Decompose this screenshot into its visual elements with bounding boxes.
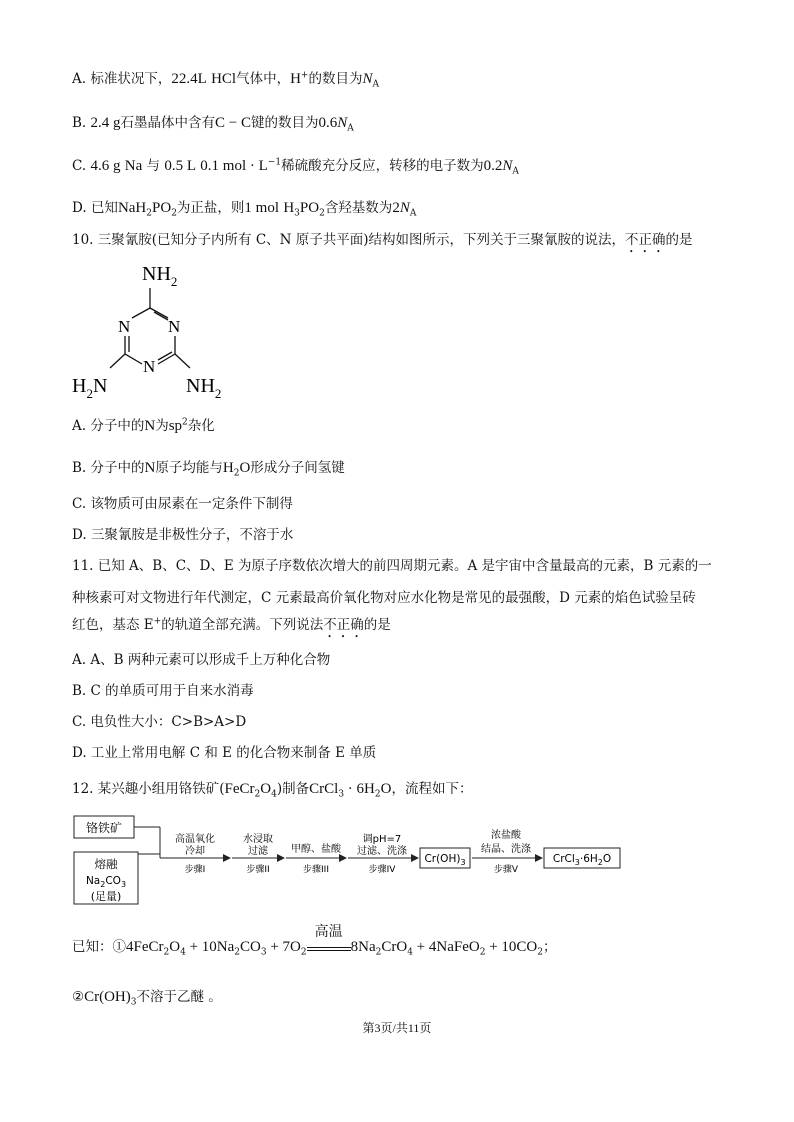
- process-flowchart: [70, 812, 630, 912]
- svg-text:熔融: 熔融: [94, 857, 118, 871]
- svg-text:水浸取: 水浸取: [243, 834, 273, 845]
- page-footer: 第3页/共11页: [362, 1021, 432, 1035]
- h2n-left-label: $H_2N$: [72, 375, 108, 401]
- q10-option-d: D. 三聚氰胺是非极性分子，不溶于水: [72, 527, 294, 543]
- q12-stem: 12. 某兴趣小组用铬铁矿$(FeCr_2O_4)$制备CrCl$_3$ · $6H_2O$，流程如下：: [72, 781, 473, 800]
- q9-option-c: C. 4.6 g Na 与 0.5 L 0.1 mol · $L^{-1}$稀硫酸充分反应，转移的电子数为$0.2N_A$: [72, 157, 519, 177]
- q10-stem: 10. 三聚氰胺(已知分子内所有 C、N 原子共平面)结构如图所示，下列关于三聚氰胺的说法，不正确的是: [72, 232, 693, 248]
- svg-text:过滤、洗涤: 过滤、洗涤: [357, 846, 407, 857]
- svg-text:步骤II: 步骤II: [246, 865, 270, 875]
- svg-text:浓盐酸: 浓盐酸: [491, 830, 521, 841]
- svg-text:Na2CO3: $Na_2CO_3$: [85, 875, 127, 889]
- nh2-top-label: $NH_2$: [142, 263, 178, 289]
- q11-stem-line1: 11. 已知 A、B、C、D、E 为原子序数依次增大的前四周期元素。A 是宇宙中含量最高的元素，B 元素的一: [72, 558, 712, 574]
- ring-n-left: N: [118, 317, 131, 336]
- svg-text:步骤IV: 步骤IV: [368, 865, 396, 875]
- svg-text:高温氧化: 高温氧化: [175, 834, 215, 845]
- q10-option-a: A. 分子中的N为$sp^2$杂化: [72, 417, 215, 434]
- q9-option-a: A. 标准状况下，22.4L HCl气体中，H+的数目为$N_A$: [72, 70, 379, 90]
- melamine-structure: [72, 256, 252, 406]
- svg-text:过滤: 过滤: [248, 846, 268, 857]
- q10-option-c: C. 该物质可由尿素在一定条件下制得: [72, 496, 293, 512]
- ring-n-right: N: [168, 317, 181, 336]
- q9-option-d: D. 已知$NaH_2PO_2$为正盐，则1 mol $H_3PO_2$含羟基数为$2N_A$: [72, 200, 417, 219]
- emphasis-text: 不正确: [625, 232, 666, 248]
- q11-stem-line2: 种核素可对文物进行年代测定，C 元素最高价氧化物对应水化物是常见的最强酸，D 元素的焰色试验呈砖: [72, 590, 696, 606]
- q11-option-c: C. 电负性大小：C>B>A>D: [72, 714, 247, 730]
- svg-text:铬铁矿: 铬铁矿: [85, 821, 123, 835]
- emphasis-text: 不正确: [323, 617, 364, 633]
- q11-option-a: A. A、B 两种元素可以形成千上万种化合物: [72, 652, 331, 668]
- q11-option-d: D. 工业上常用电解 C 和 E 的化合物来制备 E 单质: [72, 745, 377, 761]
- ring-n-bottom: N: [143, 357, 156, 376]
- svg-text:调pH=7: 调pH=7: [362, 834, 402, 845]
- q10-option-b: B. 分子中的N原子均能与$H_2O$形成分子间氢键: [72, 460, 345, 479]
- reaction-condition: 高温: [307, 943, 351, 951]
- q11-option-b: B. C 的单质可用于自来水消毒: [72, 683, 254, 699]
- svg-text:步骤III: 步骤III: [303, 865, 329, 875]
- svg-text:结晶、洗涤: 结晶、洗涤: [481, 844, 531, 855]
- q12-known-1: 已知：$①4FeCr_2O_4 + 10Na_2CO_3 + 7O_2$ 高温 $8Na_2CrO_4$ + 4NaFeO$_2$ + $10CO_2$；: [72, 924, 557, 958]
- svg-text:Cr(OH)3: $Cr(OH)_3$: [424, 853, 466, 867]
- svg-text:步骤V: 步骤V: [493, 865, 519, 875]
- q12-known-2: $②Cr(OH)_3$不溶于乙醚 。: [72, 989, 222, 1008]
- q11-stem-line3: 红色，基态 E+的轨道全部充满。下列说法不正确的是: [72, 616, 391, 633]
- svg-text:CrCl3·6H2O: $CrCl_3\cdot 6H_2O$: [552, 853, 612, 867]
- svg-text:(足量): (足量): [90, 890, 122, 903]
- svg-text:冷却: 冷却: [185, 846, 205, 857]
- svg-text:甲醇、盐酸: 甲醇、盐酸: [291, 844, 341, 855]
- svg-text:步骤I: 步骤I: [184, 865, 206, 875]
- q9-option-b: B. 2.4 g石墨晶体中含有C − C键的数目为$0.6N_A$: [72, 115, 354, 134]
- nh2-right-label: $NH_2$: [186, 375, 222, 401]
